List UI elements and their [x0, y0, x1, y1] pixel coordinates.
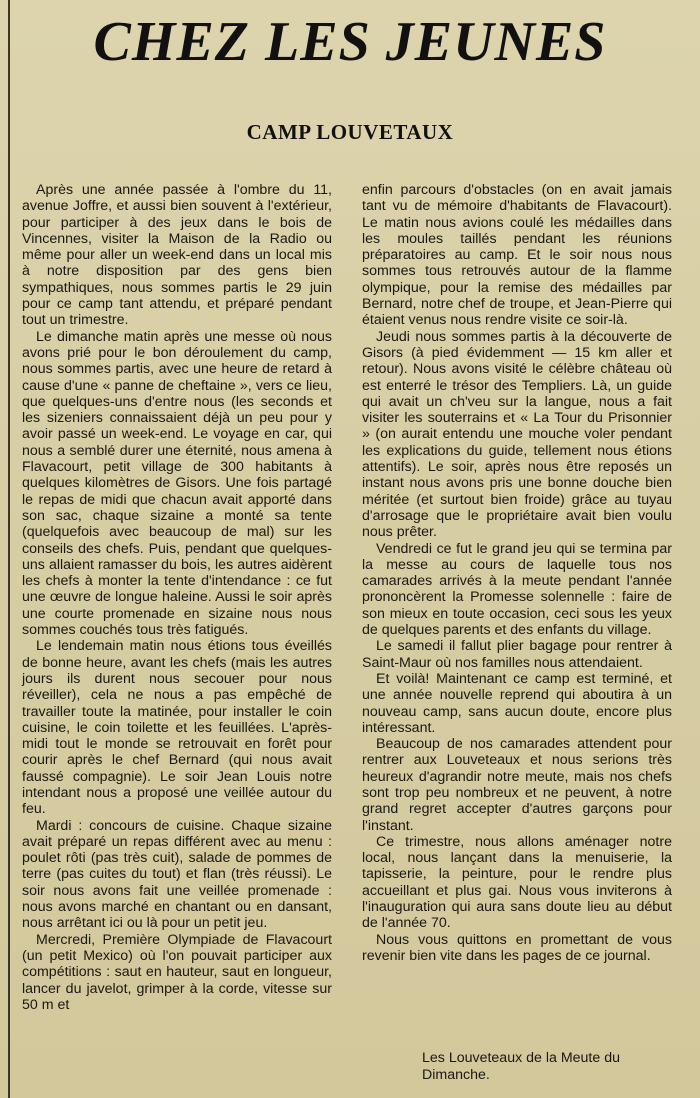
paragraph: Le samedi il fallut plier bagage pour rentrer à Saint-Maur où nos familles nous attendaient. [362, 638, 672, 671]
paragraph: Nous vous quittons en promettant de vous revenir bien vite dans les pages de ce journal. [362, 931, 672, 964]
paragraph: Après une année passée à l'ombre du 11, avenue Joffre, et aussi bien souvent à l'extérieur, pour participer à des jeux dans le bois de Vincennes, visiter la Maison de la Radio ou même pour aller un week-end dans un local mis à notre disposition par des gens bien sympathiques, nous sommes partis le 29 juin pour ce camp tant attendu, et préparé pendant tout un trimestre. [22, 182, 332, 329]
article-signature: Les Louveteaux de la Meute du Dimanche. [422, 1050, 620, 1083]
paragraph: Beaucoup de nos camarades attendent pour rentrer aux Louveteaux et nous serions très heureux d'agrandir notre meute, mais nos chefs sont trop peu nombreux et ne peuvent, à notre grand regret accepter d'autres garçons pour l'instant. [362, 736, 672, 834]
article-column-left [22, 182, 332, 1013]
paragraph: Ce trimestre, nous allons aménager notre local, nous lançant dans la menuiserie, la tapisserie, la peinture, pour le rendre plus accueillant et plus gai. Nous vous inviterons à l'inauguration qui aura sans doute lieu au début de l'année 70. [362, 833, 672, 932]
column-rule [8, 0, 10, 1098]
paragraph: Vendredi ce fut le grand jeu qui se termina par la messe au cours de laquelle tous nos camarades arrivés à la meute pendant l'année prononcèrent la Promesse solennelle : faire de son mieux en toute occasion, ceci sous les yeux de quelques parents et des enfants du village. [362, 540, 672, 639]
article-column-right [362, 182, 672, 964]
paragraph: Et voilà! Maintenant ce camp est terminé, et une année nouvelle reprend qui aboutira à un nouveau camp, sans aucun doute, encore plus intéressant. [362, 670, 672, 736]
paragraph: Le lendemain matin nous étions tous éveillés de bonne heure, avant les chefs (mais les autres jours ils durent nous secouer pour nous réveiller), cela ne nous a pas empêché de travailler toute la matinée, pour installer le coin cuisine, le coin toilette et les feuillées. L'après-midi tout le monde se retrouvait en forêt pour courir après le chef Bernard (qui nous avait faussé compagnie). Le soir Jean Louis notre intendant nous a proposé une veillée autour du feu. [22, 638, 332, 818]
page-headline: CHEZ LES JEUNES [93, 11, 607, 73]
article-title: CAMP LOUVETAUX [246, 120, 454, 144]
paragraph: enfin parcours d'obstacles (on en avait jamais tant vu de mémoire d'habitants de Flavacourt). Le matin nous avions coulé les médailles dans les moules taillés pendant les réunions préparatoires au camp. Et le soir nous nous sommes tous retrouvés autour de la flamme olympique, pour la remise des médailles par Bernard, notre chef de troupe, et Jean-Pierre qui étaient venus nous rendre visite ce soir-là. [362, 182, 672, 329]
paragraph: Mardi : concours de cuisine. Chaque sizaine avait préparé un repas différent avec au menu : poulet rôti (pas très cuit), salade de pommes de terre (pas cuites du tout) et flan (très réussi). Le soir nous avons fait une veillée promenade : nous avons marché en chantant ou en dansant, nous arrêtant ici ou là pour un petit jeu. [22, 817, 332, 932]
paragraph: Mercredi, Première Olympiade de Flavacourt (un petit Mexico) où l'on pouvait participer aux compétitions : saut en hauteur, saut en longueur, lancer du javelot, grimper à la corde, vitesse sur 50 m et [22, 931, 332, 1013]
paragraph: Jeudi nous sommes partis à la découverte de Gisors (à pied évidemment — 15 km aller et retour). Nous avons visité le célèbre château où est enterré le trésor des Templiers. Là, un guide qui avait un ch'veu sur la langue, nous a fait visiter les souterrains et « La Tour du Prisonnier » (on aurait entendu une mouche voler pendant les explications du guide, tellement nous étions attentifs). Le soir, après nous être reposés un instant nous avons pris une bonne douche bien méritée (et surtout bien froide) grâce au tuyau d'arrosage que le propriétaire avait bien voulu nous prêter. [362, 328, 672, 541]
paragraph: Le dimanche matin après une messe où nous avons prié pour le bon déroulement du camp, nous sommes partis, avec une heure de retard à cause d'une « panne de cheftaine », vers ce lieu, que quelques-uns d'entre nous (les seconds et les sizeniers connaissaient déjà un peu pour y avoir passé un week-end. Le voyage en car, qui nous a semblé durer une éternité, nous amena à Flavacourt, petit village de 300 habitants à quelques kilomètres de Gisors. Une fois partagé le repas de midi que chacun avait apporté dans son sac, chaque sizaine a monté sa tente (quelquefois avec beaucoup de mal) sur les conseils des chefs. Puis, pendant que quelques-uns allaient ramasser du bois, les autres aidèrent les chefs à monter la tente d'intendance : ce fut une œuvre de longue haleine. Aussi le soir après une courte promenade en sizaine nous nous sommes couchés tous très fatigués. [22, 328, 332, 639]
